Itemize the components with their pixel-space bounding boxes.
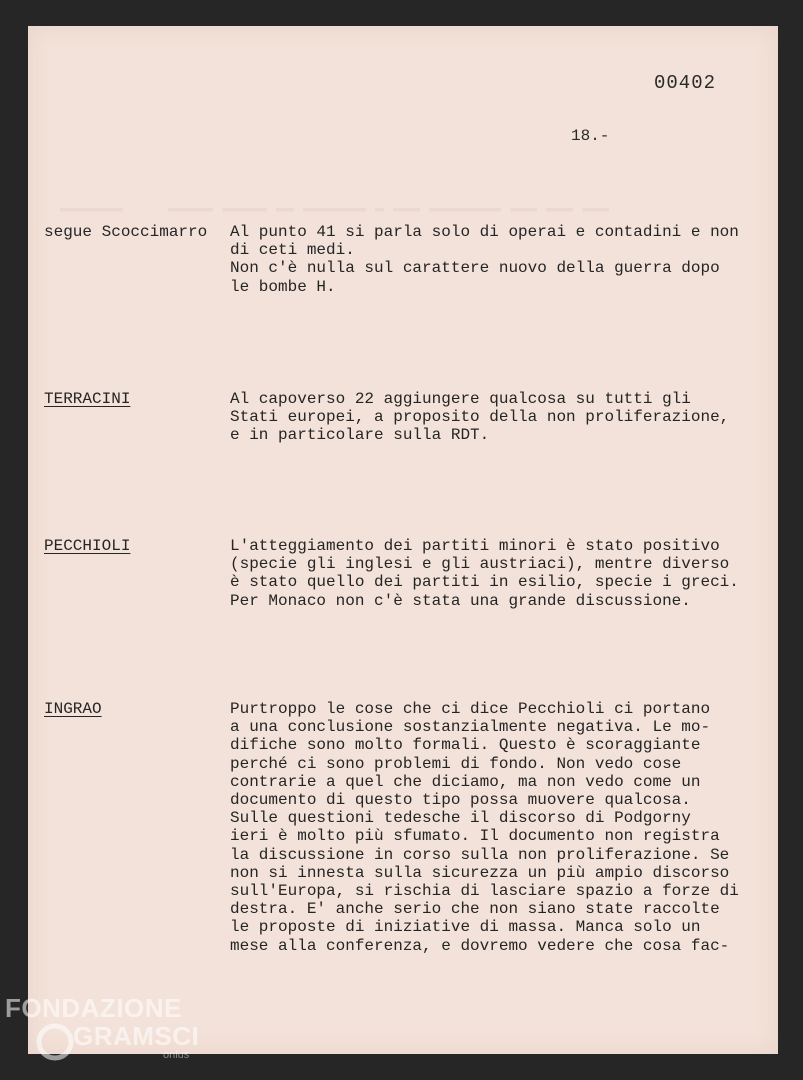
- speaker-terracini: TERRACINI: [44, 390, 131, 408]
- text-line: ieri è molto più sfumato. Il documento non registra: [230, 827, 720, 846]
- text-line: le proposte di iniziative di massa. Manca solo un: [230, 918, 701, 937]
- paragraph-pecchioli: [230, 537, 739, 610]
- text-line: le bombe H.: [230, 277, 336, 296]
- page-number: 18.-: [571, 127, 610, 145]
- watermark-line3: onlus: [163, 1049, 190, 1061]
- text-line: Stati europei, a proposito della non proliferazione,: [230, 408, 730, 427]
- text-line: Sulle questioni tedesche il discorso di Podgorny: [230, 809, 691, 828]
- text-line: destra. E' anche serio che non siano state raccolte: [230, 900, 720, 919]
- text-line: Al punto 41 si parla solo di operai e contadini e non: [230, 223, 739, 241]
- text-line: a una conclusione sostanzialmente negativa. Le mo-: [230, 718, 711, 737]
- text-line: sull'Europa, si rischia di lasciare spazio a forze di: [230, 882, 739, 901]
- speaker-ingrao: INGRAO: [44, 700, 102, 718]
- text-line: (specie gli inglesi e gli austriaci), mentre diverso: [230, 555, 730, 574]
- speaker-scoccimarro: segue Scoccimarro: [44, 223, 208, 241]
- paragraph-terracini: [230, 390, 729, 445]
- text-line: documento di questo tipo possa muovere qualcosa.: [230, 791, 691, 810]
- text-line: mese alla conferenza, e dovremo vedere che cosa fac-: [230, 936, 730, 955]
- text-line: Non c'è nulla sul carattere nuovo della guerra dopo: [230, 259, 720, 278]
- paragraph-scoccimarro: [230, 223, 739, 296]
- paragraph-ingrao: [230, 700, 739, 955]
- speaker-pecchioli: PECCHIOLI: [44, 537, 131, 555]
- text-line: la discussione in corso sulla non proliferazione. Se: [230, 845, 730, 864]
- gramsci-g-logo-icon: [35, 1017, 75, 1067]
- text-line: non si innesta sulla sicurezza un più ampio discorso: [230, 863, 730, 882]
- text-line: Purtroppo le cose che ci dice Pecchioli ci portano: [230, 700, 711, 718]
- text-line: Al capoverso 22 aggiungere qualcosa su tutti gli: [230, 390, 691, 408]
- text-line: L'atteggiamento dei partiti minori è stato positivo: [230, 537, 720, 555]
- text-line: perché ci sono problemi di fondo. Non vedo cose: [230, 754, 682, 773]
- text-line: contrarie a quel che diciamo, ma non vedo come un: [230, 772, 701, 791]
- fondazione-gramsci-watermark: [5, 993, 205, 1073]
- watermark-line2: GRAMSCI: [73, 1021, 200, 1051]
- text-line: e in particolare sulla RDT.: [230, 426, 490, 445]
- text-line: Per Monaco non c'è stata una grande discussione.: [230, 591, 691, 610]
- watermark-line1: FONDAZIONE: [5, 993, 182, 1023]
- text-line: di ceti medi.: [230, 241, 355, 260]
- text-line: difiche sono molto formali. Questo è scoraggiante: [230, 736, 701, 755]
- document-number: 00402: [654, 72, 717, 94]
- text-line: è stato quello dei partiti in esilio, specie i greci.: [230, 573, 739, 592]
